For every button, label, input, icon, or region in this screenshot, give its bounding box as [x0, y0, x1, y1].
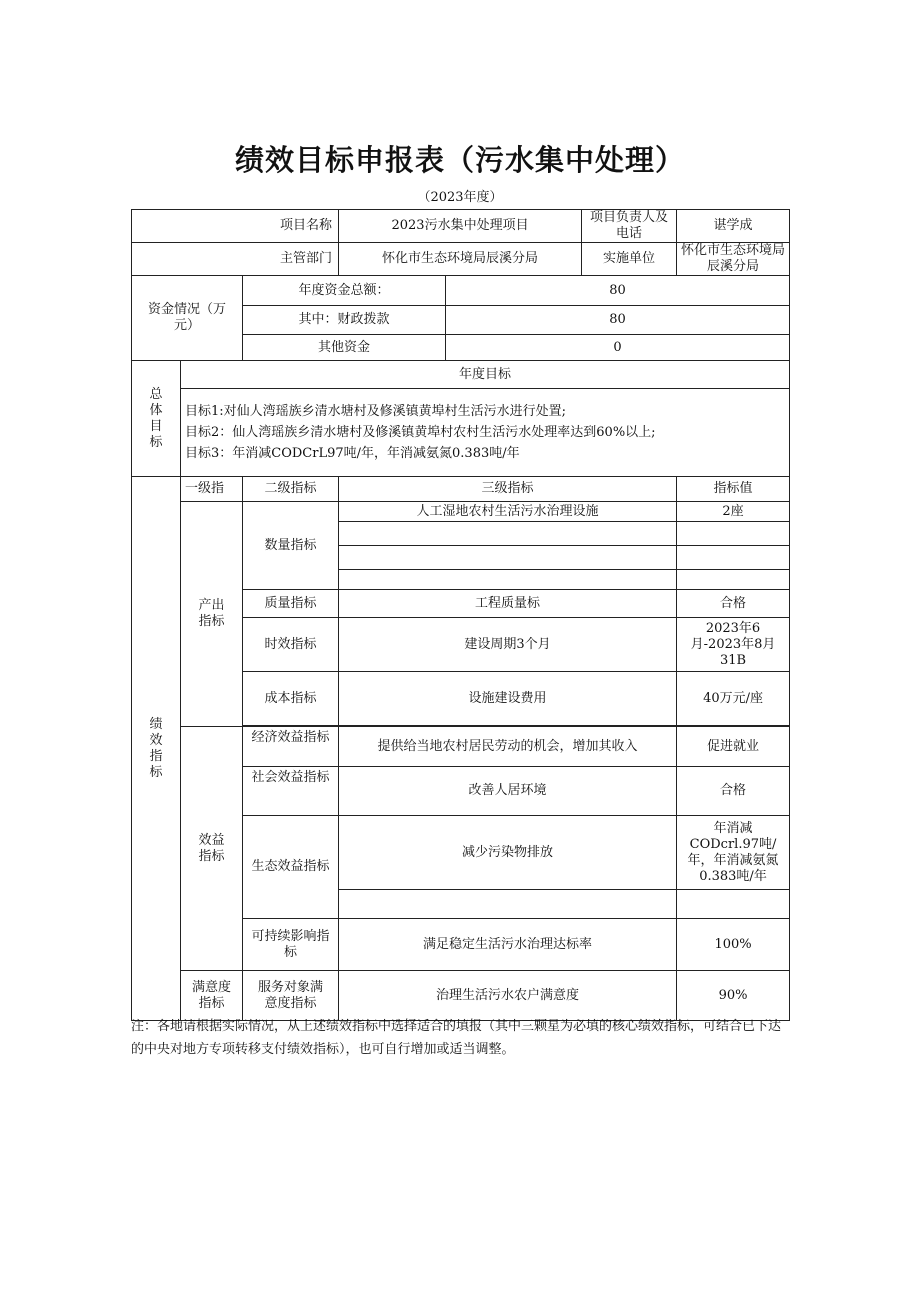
project-name-label: 项目名称 [132, 210, 339, 243]
goal-1: 目标1:对仙人湾瑶族乡清水塘村及修溪镇黄埠村生活污水进行处置; [185, 404, 567, 419]
benefit-indicator-label [181, 727, 243, 971]
funds-other-label: 其他资金 [243, 335, 446, 361]
footnote: 注：各地请根据实际情况，从上述绩效指标中选择适合的填报（其中三颗星为必填的核心绩效指标，可结合已下达的中央对地方专项转移支付绩效指标），也可自行增加或适当调整。 [131, 1019, 782, 1057]
economic-value: 促进就业 [677, 727, 790, 767]
quantity-empty-value [677, 570, 790, 590]
cost-indicator-label: 成本指标 [243, 672, 339, 726]
eco-value: 年消减CODcrl.97吨/年，年消减氨氮0.383吨/年 [677, 816, 790, 890]
funds-fiscal-value: 80 [446, 306, 790, 335]
funds-total-label: 年度资金总额： [243, 276, 446, 306]
eco-empty-value [677, 890, 790, 919]
header-level2: 二级指标 [243, 477, 339, 502]
quality-indicator-label: 质量指标 [243, 590, 339, 618]
eco-empty-row [339, 890, 677, 919]
eco-item: 减少污染物排放 [339, 816, 677, 890]
quality-value: 合格 [677, 590, 790, 618]
funds-label: 资金情况（万元） [132, 276, 243, 361]
time-value: 2023年6月-2023年8月31B [677, 618, 790, 672]
output-indicator-label [181, 502, 243, 727]
quantity-empty-value [677, 522, 790, 546]
header-value: 指标值 [677, 477, 790, 502]
quantity-empty-row [339, 570, 677, 590]
quantity-item: 人工湿地农村生活污水治理设施 [339, 502, 677, 522]
impl-unit-label: 实施单位 [582, 243, 677, 276]
satisfaction-item: 治理生活污水农户满意度 [339, 971, 677, 1021]
performance-indicators-label [132, 477, 181, 1021]
performance-table [131, 209, 790, 1021]
performance-indicators-label-text: 绩效指标 [149, 716, 163, 780]
year-subtitle: （2023年度） [417, 190, 503, 205]
sustain-indicator-label: 可持续影响指标 [243, 919, 339, 971]
cost-value: 40万元/座 [677, 672, 790, 726]
cost-item: 设施建设费用 [339, 672, 677, 726]
economic-indicator-label: 经济效益指标 [243, 727, 339, 767]
quantity-value: 2座 [677, 502, 790, 522]
goal-3: 目标3：年消减CODCrL97吨/年，年消减氨氮0.383吨/年 [185, 446, 520, 461]
time-indicator-label: 时效指标 [243, 618, 339, 672]
annual-goal-header: 年度目标 [181, 361, 790, 389]
satisfaction-value: 90% [677, 971, 790, 1021]
dept-value: 怀化市生态环境局辰溪分局 [339, 243, 582, 276]
funds-total-value: 80 [446, 276, 790, 306]
output-indicator-label-text: 产出指标 [198, 598, 225, 629]
overall-goal-label-text: 总体目标 [149, 386, 163, 450]
quantity-empty-row [339, 546, 677, 570]
project-owner-value: 谌学成 [677, 210, 790, 243]
header-level1: 一级指 [181, 477, 243, 502]
social-indicator-label: 社会效益指标 [243, 767, 339, 816]
funds-other-value: 0 [446, 335, 790, 361]
sustain-value: 100% [677, 919, 790, 971]
overall-goal-label [132, 361, 181, 477]
sustain-item: 满足稳定生活污水治理达标率 [339, 919, 677, 971]
quantity-empty-row [339, 522, 677, 546]
impl-unit-value: 怀化市生态环境局辰溪分局 [677, 243, 790, 276]
social-value: 合格 [677, 767, 790, 816]
economic-item: 提供给当地农村居民劳动的机会，增加其收入 [339, 727, 677, 767]
eco-indicator-label: 生态效益指标 [243, 816, 339, 919]
quality-item: 工程质量标 [339, 590, 677, 618]
project-owner-label: 项目负责人及电话 [582, 210, 677, 243]
satisfaction-sub-label: 服务对象满意度指标 [243, 971, 339, 1021]
annual-goals-content [181, 389, 790, 477]
quantity-indicator-label: 数量指标 [243, 502, 339, 590]
benefit-indicator-label-text: 效益指标 [198, 832, 225, 864]
dept-label: 主管部门 [132, 243, 339, 276]
funds-fiscal-label: 其中：财政拨款 [243, 306, 446, 335]
project-name-value: 2023污水集中处理项目 [339, 210, 582, 243]
social-item: 改善人居环境 [339, 767, 677, 816]
time-item: 建设周期3个月 [339, 618, 677, 672]
page-title: 绩效目标申报表（污水集中处理） [234, 143, 685, 177]
goal-2: 目标2：仙人湾瑶族乡清水塘村及修溪镇黄埠村农村生活污水处理率达到60%以上; [185, 425, 656, 440]
header-level3: 三级指标 [339, 477, 677, 502]
satisfaction-indicator-label: 满意度指标 [181, 971, 243, 1021]
quantity-empty-value [677, 546, 790, 570]
